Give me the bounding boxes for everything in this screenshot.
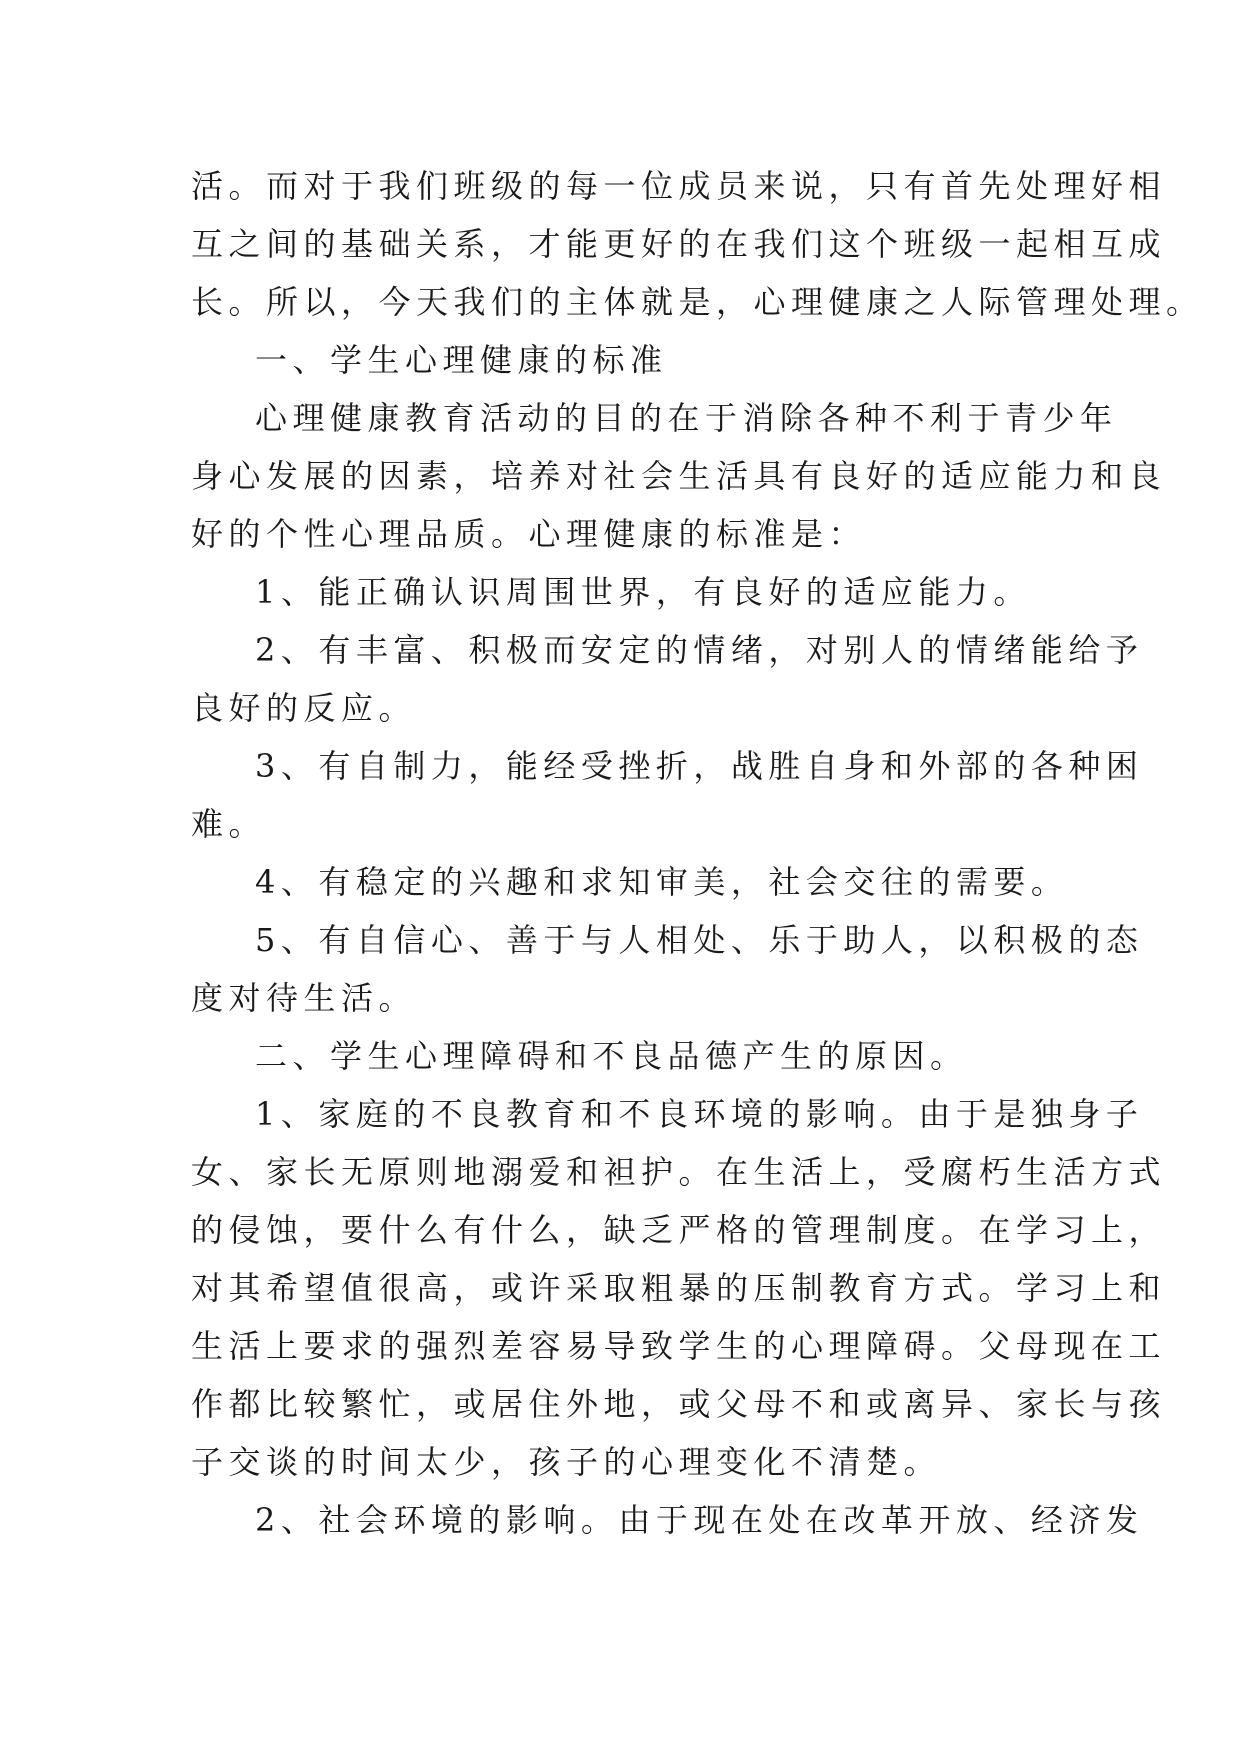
- text-line: 女、家长无原则地溺爱和袒护。在生活上，受腐朽生活方式: [191, 1153, 1167, 1191]
- text-line: 身心发展的因素，培养对社会生活具有良好的适应能力和良: [191, 457, 1167, 495]
- text-line: 活。而对于我们班级的每一位成员来说，只有首先处理好相: [191, 167, 1167, 205]
- text-line: 长。所以，今天我们的主体就是，心理健康之人际管理处理。: [191, 283, 1204, 321]
- list-item: 3、有自制力，能经受挫折，战胜自身和外部的各种困: [255, 747, 1144, 785]
- text-line: 子交谈的时间太少，孩子的心理变化不清楚。: [191, 1443, 942, 1481]
- text-line: 良好的反应。: [191, 689, 417, 727]
- section-heading: 二、学生心理障碍和不良品德产生的原因。: [255, 1037, 968, 1075]
- text-line: 好的个性心理品质。心理健康的标准是：: [191, 515, 867, 553]
- list-item: 2、社会环境的影响。由于现在处在改革开放、经济发: [255, 1501, 1144, 1539]
- list-item: 5、有自信心、善于与人相处、乐于助人，以积极的态: [255, 921, 1144, 959]
- text-line: 互之间的基础关系，才能更好的在我们这个班级一起相互成: [191, 225, 1167, 263]
- text-line: 的侵蚀，要什么有什么，缺乏严格的管理制度。在学习上，: [191, 1211, 1167, 1249]
- text-line: 度对待生活。: [191, 979, 417, 1017]
- text-line: 难。: [191, 805, 267, 843]
- text-line: 心理健康教育活动的目的在于消除各种不利于青少年: [255, 399, 1118, 437]
- list-item: 4、有稳定的兴趣和求知审美，社会交往的需要。: [255, 863, 1069, 901]
- list-item: 1、家庭的不良教育和不良环境的影响。由于是独身子: [255, 1095, 1144, 1133]
- section-heading: 一、学生心理健康的标准: [255, 341, 668, 379]
- list-item: 2、有丰富、积极而安定的情绪，对别人的情绪能给予: [255, 631, 1144, 669]
- list-item: 1、能正确认识周围世界，有良好的适应能力。: [255, 573, 1031, 611]
- text-line: 作都比较繁忙，或居住外地，或父母不和或离异、家长与孩: [191, 1385, 1167, 1423]
- text-line: 对其希望值很高，或许采取粗暴的压制教育方式。学习上和: [191, 1269, 1167, 1307]
- text-line: 生活上要求的强烈差容易导致学生的心理障碍。父母现在工: [191, 1327, 1167, 1365]
